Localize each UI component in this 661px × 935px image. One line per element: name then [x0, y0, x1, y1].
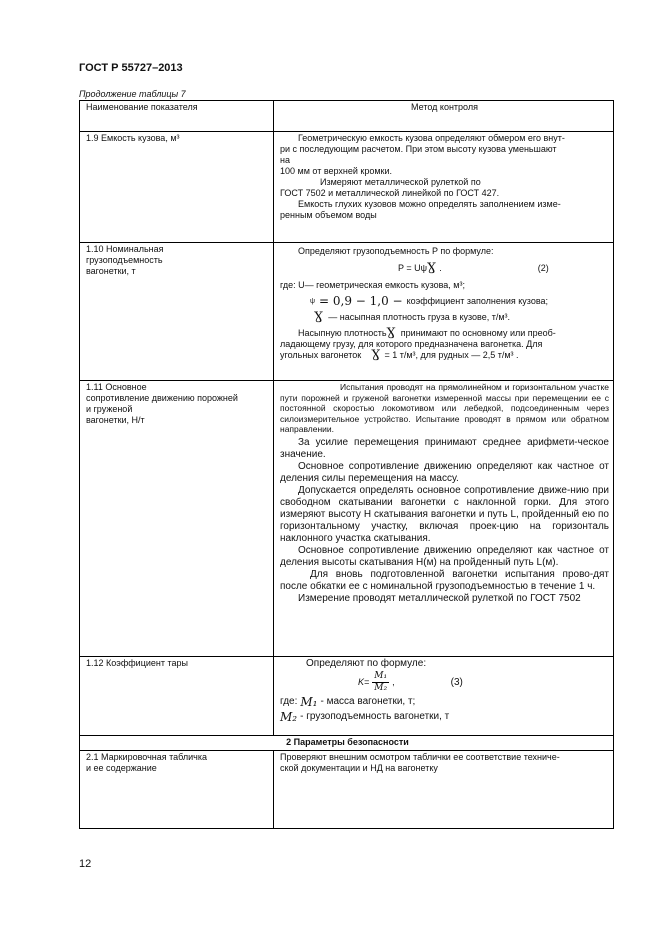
table-row [80, 751, 614, 829]
text-line: - грузоподъемность вагонетки, т [300, 711, 450, 722]
table-row [80, 132, 614, 243]
text-paragraph: Допускается определять основное сопротивление движе-нию при свободном скатывании вагонетки с наклонной горки. Для этого измеряют высоту H скатывания вагонетки и путь L, пройденный ею по горизонтальному участку, включая проек-цию на горизонталь наклонного участка скатывания. [280, 484, 609, 544]
density-values [280, 350, 609, 361]
text-line: на [280, 155, 290, 165]
text-line: 1.10 Номинальная [86, 244, 164, 254]
text-line: 2.1 Маркировочная табличка [86, 752, 208, 762]
formula-dot: . [439, 263, 442, 273]
psi-symbol: ψ [310, 298, 315, 305]
page-number: 12 [79, 858, 92, 870]
text-line: сопротивление движению порожней [86, 393, 238, 403]
text-line: где: U— геометрическая емкость кузова, м³; [280, 280, 465, 290]
text-line: вагонетки, т [86, 266, 136, 276]
m1-symbol: M₁ [300, 695, 318, 709]
col-header-method: Метод контроля [274, 101, 614, 132]
text-line: где: [280, 696, 298, 707]
text-line: вагонетки, Н/т [86, 415, 145, 425]
text-line: ладающему грузу, для которого предназначена вагонетка. Для [280, 339, 543, 349]
text-line: коэффициент заполнения кузова; [406, 296, 549, 306]
gamma-symbol: Ɣ [314, 310, 324, 325]
row-name [80, 381, 274, 657]
standard-header: ГОСТ Р 55727–2013 [79, 62, 183, 74]
fraction-denominator: M₂ [374, 683, 388, 693]
text-line: 100 мм от верхней кромки. [280, 166, 393, 176]
text-paragraph: Основное сопротивление движению определяют как частное от деления силы перемещения на массу. [280, 460, 609, 484]
text-line: и груженой [86, 404, 133, 414]
parameters-table [79, 100, 614, 829]
text-line: угольных вагонеток [280, 350, 362, 360]
formula-comma: , [392, 677, 395, 687]
text-line: грузоподъемность [86, 255, 163, 265]
text-paragraph: Измерение проводят металлической рулеткой по ГОСТ 7502 [298, 592, 581, 604]
fraction-numerator: M₁ [374, 671, 388, 681]
row-method [274, 751, 614, 829]
gamma-definition [280, 312, 609, 323]
table-row [80, 243, 614, 381]
formula-2 [280, 263, 609, 274]
row-name [80, 751, 274, 829]
text-line: Насыпную плотность [298, 328, 387, 338]
row-method [274, 657, 614, 736]
row-method [274, 381, 614, 657]
text-line: Измеряют металлической рулеткой по [320, 177, 481, 187]
text-line: ской документации и НД на вагонетку [280, 763, 438, 773]
text-line: ри с последующим расчетом. При этом высоту кузова уменьшают [280, 144, 557, 154]
text-paragraph: За усилие перемещения принимают среднее арифмети-ческое значение. [280, 436, 609, 460]
table-row [80, 657, 614, 736]
m2-definition [280, 711, 609, 723]
table-continuation: Продолжение таблицы 7 [79, 89, 186, 99]
col-header-name: Наименование показателя [80, 101, 274, 132]
text-line: Емкость глухих кузовов можно определять заполнением изме- [298, 199, 561, 209]
gamma-symbol: Ɣ [427, 261, 437, 276]
section-title: 2 Параметры безопасности [80, 736, 614, 751]
text-line: Определяют по формуле: [306, 658, 427, 669]
formula-text: P = Uψ [398, 263, 428, 273]
row-name [80, 243, 274, 381]
text-paragraph: Основное сопротивление движению определяют как частное от деления высоты скатывания H(м) на пройденный путь L(м). [280, 544, 609, 568]
fraction [372, 671, 389, 694]
text-line: = 1 т/м³, для рудных — 2,5 т/м³ . [384, 350, 519, 360]
formula-text: K= [358, 677, 370, 687]
text-line: Геометрическую емкость кузова определяют обмером его внут- [298, 133, 565, 143]
table-header-row [80, 101, 614, 132]
text-paragraph: Для вновь подготовленной вагонетки испытания прово-дят после обкатки ее с номинальной грузоподъемностью в течение 1 ч. [280, 568, 609, 592]
text-line: — насыпная плотность груза в кузове, т/м³. [328, 312, 511, 322]
text-paragraph: Испытания проводят на прямолинейном и горизонтальном участке пути порожней и груженой вагонетки измеренной массы при перемещении ее с постоянной скоростью локомотивом или лебедкой, подсоединенным через силоизмерительное устройство. Испытание проводят в прямом или обратном направлении. [280, 382, 609, 434]
m1-definition [280, 696, 609, 708]
text-line: 1.11 Основное [86, 382, 147, 392]
row-name: 1.9 Емкость кузова, м³ [80, 132, 274, 243]
formula-number: (2) [537, 263, 549, 273]
row-name: 1.12 Коэффициент тары [80, 657, 274, 736]
text-line: и ее содержание [86, 763, 157, 773]
row-method [274, 132, 614, 243]
m2-symbol: M₂ [280, 710, 298, 724]
psi-definition [280, 296, 609, 307]
text-line: ренным объемом воды [280, 210, 377, 220]
gamma-symbol: Ɣ [386, 326, 396, 341]
text-line: ГОСТ 7502 и металлической линейкой по ГОСТ 427. [280, 188, 500, 198]
formula-3 [280, 671, 609, 694]
formula-number: (3) [450, 676, 463, 688]
section-row [80, 736, 614, 751]
text-line: принимают по основному или преоб- [400, 328, 556, 338]
table-row [80, 381, 614, 657]
text-line: Проверяют внешним осмотром таблички ее соответствие техниче- [280, 752, 560, 762]
psi-range: = 0,9 − 1,0 − [319, 294, 403, 308]
gamma-symbol: Ɣ [371, 348, 381, 363]
text-line: Определяют грузоподъемность P по формуле: [298, 246, 494, 256]
text-line: - масса вагонетки, т; [320, 696, 416, 707]
row-method [274, 243, 614, 381]
density-line [280, 328, 609, 339]
